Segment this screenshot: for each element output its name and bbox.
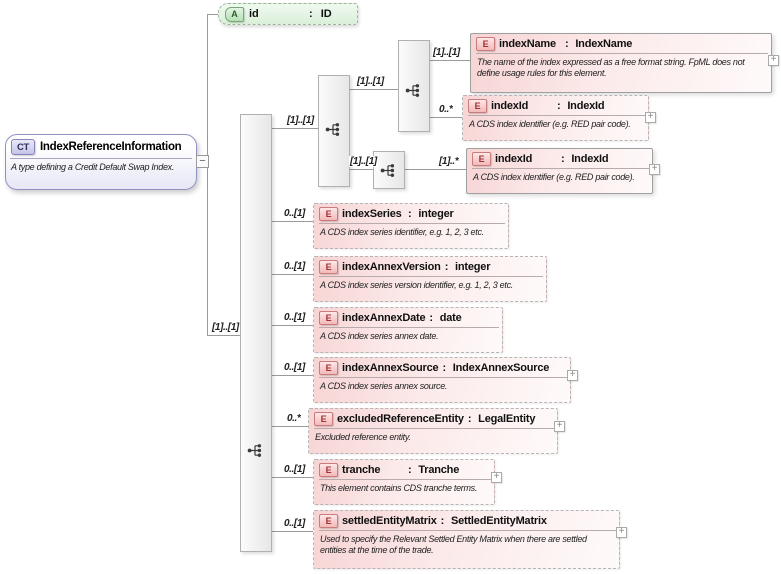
cardinality-label: [1]..[1]: [357, 76, 384, 87]
element-name: excludedReferenceEntity: [337, 413, 464, 425]
connector-line: [270, 274, 313, 275]
element-type: IndexId: [571, 153, 609, 165]
element-description: A CDS index identifier (e.g. RED pair code).: [469, 119, 631, 129]
element-name: indexAnnexDate: [342, 312, 426, 324]
element-box-indexName[interactable]: [470, 33, 772, 93]
attribute-type-colon: :: [309, 8, 316, 20]
element-type: integer: [418, 208, 454, 220]
connector-line: [270, 426, 308, 427]
element-badge: E: [319, 207, 338, 221]
connector-line: [270, 221, 313, 222]
expand-button-indexName[interactable]: +: [768, 55, 779, 66]
connector-line: [270, 325, 313, 326]
sequence-icon: [380, 162, 397, 179]
sequence-compositor[interactable]: [240, 114, 272, 552]
cardinality-label: [1]..[1]: [212, 322, 239, 333]
cardinality-label: [1]..[1]: [287, 115, 314, 126]
element-type: IndexAnnexSource: [452, 362, 550, 374]
cardinality-label: 0..[1]: [284, 312, 305, 323]
colon: :: [442, 362, 449, 374]
element-description: A CDS index series version identifier, e.g. 1, 2, 3 etc.: [320, 280, 513, 290]
element-description: This element contains CDS tranche terms.: [320, 483, 478, 493]
connector-line: [270, 531, 313, 532]
element-badge: E: [319, 260, 338, 274]
cardinality-label: [1]..[1]: [433, 47, 460, 58]
expand-button-indexAnnexSource[interactable]: +: [567, 370, 578, 381]
colon: :: [444, 261, 452, 273]
element-description: The name of the index expressed as a free format string. FpML does not define usage rules for this element.: [477, 57, 745, 78]
element-type: integer: [455, 261, 491, 273]
inner-sequence-compositor-top[interactable]: [398, 40, 430, 132]
cardinality-label: 0..*: [287, 413, 301, 424]
complex-type-box-IndexReferenceInformation[interactable]: [5, 134, 197, 190]
connector-line: [207, 14, 208, 335]
attribute-name: id: [249, 8, 259, 20]
element-box-tranche[interactable]: [313, 459, 495, 505]
element-name: indexName: [499, 38, 556, 50]
attribute-badge: A: [225, 7, 244, 22]
connector-line: [348, 169, 373, 170]
element-type: IndexId: [567, 100, 605, 112]
connector-line: [270, 477, 313, 478]
expand-button-tranche[interactable]: +: [491, 472, 502, 483]
cardinality-label: [1]..[1]: [350, 156, 377, 167]
element-box-indexAnnexSource[interactable]: [313, 357, 571, 403]
element-description: A CDS index series annex source.: [320, 381, 448, 391]
cardinality-label: 0..[1]: [284, 518, 305, 529]
element-description: A CDS index series annex date.: [320, 331, 439, 341]
element-name: indexId: [491, 100, 529, 112]
element-box-indexAnnexVersion[interactable]: [313, 256, 547, 302]
element-box-indexId-optional[interactable]: [462, 95, 649, 141]
expand-button-settledEntityMatrix[interactable]: +: [616, 527, 627, 538]
element-badge: E: [468, 99, 487, 113]
element-type: LegalEntity: [478, 413, 536, 425]
connector-line: [270, 128, 318, 129]
expand-button-excludedReferenceEntity[interactable]: +: [554, 421, 565, 432]
expand-button-indexId-optional[interactable]: +: [645, 112, 656, 123]
colon: :: [408, 464, 415, 476]
element-type: date: [439, 312, 462, 324]
element-box-indexSeries[interactable]: [313, 203, 509, 249]
element-badge: E: [472, 152, 491, 166]
element-name: tranche: [342, 464, 381, 476]
connector-line: [207, 335, 240, 336]
element-type: IndexName: [575, 38, 633, 50]
cardinality-label: 0..[1]: [284, 261, 305, 272]
connector-line: [428, 60, 470, 61]
element-description: Used to specify the Relevant Settled Entity Matrix when there are settled entities at the time of the trade.: [320, 534, 587, 555]
cardinality-label: 0..[1]: [284, 208, 305, 219]
sequence-icon: [405, 82, 422, 99]
element-badge: E: [319, 361, 338, 375]
element-name: indexAnnexSource: [342, 362, 439, 374]
element-description: A CDS index identifier (e.g. RED pair code).: [473, 172, 635, 182]
element-name: indexSeries: [342, 208, 402, 220]
colon: :: [429, 312, 436, 324]
element-badge: E: [319, 514, 338, 528]
connector-line: [428, 117, 462, 118]
colon: :: [561, 153, 568, 165]
cardinality-label: [1]..*: [439, 156, 459, 167]
element-badge: E: [319, 311, 338, 325]
element-name: indexId: [495, 153, 533, 165]
cardinality-label: 0..[1]: [284, 362, 305, 373]
attribute-type: ID: [320, 8, 332, 20]
element-type: SettledEntityMatrix: [450, 515, 547, 527]
element-type: Tranche: [418, 464, 460, 476]
collapse-button[interactable]: −: [196, 155, 209, 168]
element-description: Excluded reference entity.: [315, 432, 411, 442]
element-badge: E: [319, 463, 338, 477]
element-badge: E: [314, 412, 333, 426]
sequence-icon: [247, 442, 264, 459]
element-description: A CDS index series identifier, e.g. 1, 2, 3 etc.: [320, 227, 484, 237]
choice-compositor[interactable]: [318, 75, 350, 187]
colon: :: [467, 413, 475, 425]
element-badge: E: [476, 37, 495, 51]
connector-line: [403, 169, 466, 170]
colon: :: [565, 38, 572, 50]
cardinality-label: 0..*: [439, 104, 453, 115]
element-box-indexId-required[interactable]: [466, 148, 653, 194]
complex-type-badge: CT: [11, 139, 35, 155]
complex-type-name: IndexReferenceInformation: [40, 141, 182, 153]
connector-line: [270, 375, 313, 376]
colon: :: [557, 100, 564, 112]
complex-type-description: A type defining a Credit Default Swap Index.: [11, 162, 175, 172]
colon: :: [408, 208, 415, 220]
element-box-excludedReferenceEntity[interactable]: [308, 408, 558, 454]
element-box-settledEntityMatrix[interactable]: [313, 510, 620, 569]
cardinality-label: 0..[1]: [284, 464, 305, 475]
attribute-box-id[interactable]: [218, 3, 358, 25]
element-name: settledEntityMatrix: [342, 515, 437, 527]
colon: :: [440, 515, 447, 527]
element-box-indexAnnexDate[interactable]: [313, 307, 503, 353]
element-name: indexAnnexVersion: [342, 261, 441, 273]
choice-icon: [325, 121, 342, 138]
connector-line: [348, 89, 398, 90]
expand-button-indexId-required[interactable]: +: [649, 164, 660, 175]
